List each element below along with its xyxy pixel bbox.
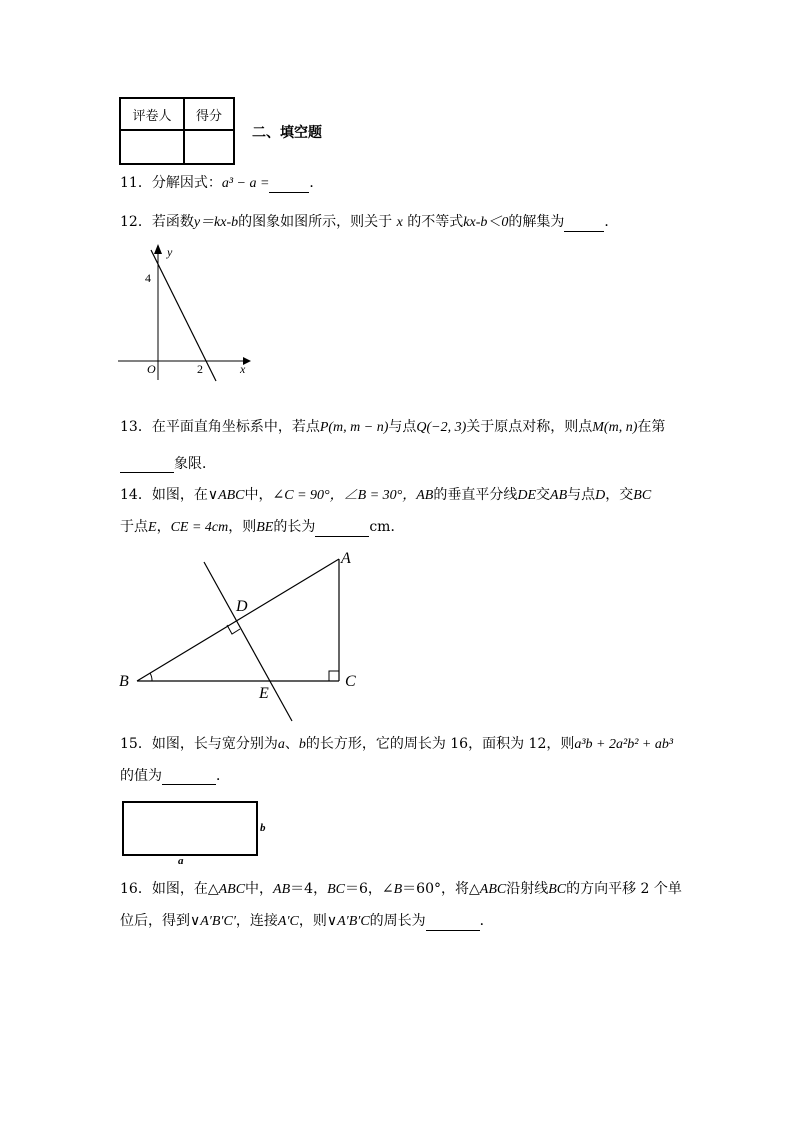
q15-a: a	[277, 737, 285, 752]
q13-text-e: 象限．	[174, 456, 216, 472]
q14-unit: cm．	[369, 519, 405, 535]
q16-text-k: 的周长为	[369, 913, 426, 929]
q14-text-j: 的长为	[273, 519, 316, 535]
q14-angle-c: C = 90°，∠	[284, 488, 358, 503]
q16-text-c: ＝4，	[290, 881, 328, 897]
q13-text-a: 13．在平面直角坐标系中，若点	[120, 419, 320, 435]
score-table-cell-score	[184, 130, 234, 164]
q16-bc2: BC	[548, 882, 567, 897]
q12-answer-blank[interactable]	[564, 217, 604, 232]
q13-text-d: 在第	[637, 419, 666, 435]
q14-text-c: 的垂直平分线	[433, 487, 518, 503]
q15-text-a: 15．如图，长与宽分别为	[120, 736, 278, 752]
q12-period: ．	[604, 214, 619, 230]
section-title: 二、填空题	[252, 125, 322, 141]
label-length-a: a	[178, 855, 184, 867]
label-d: D	[236, 598, 248, 615]
q15-figure	[118, 798, 278, 868]
rectangle	[123, 802, 257, 855]
q14-text-f: ，交	[605, 487, 634, 503]
q14-de: DE	[517, 488, 537, 503]
q16-angle-b: B	[393, 882, 403, 897]
q14-ab2: AB	[550, 488, 568, 503]
q12-mid2: 的不等式	[407, 214, 464, 230]
q15-period: ．	[216, 768, 230, 784]
q16-text-d: ＝6，∠	[344, 881, 394, 897]
q11-answer-blank[interactable]	[269, 178, 309, 193]
q15-b: b	[298, 737, 306, 752]
q16-text-b: 中，	[245, 881, 274, 897]
question-15-line2	[120, 767, 230, 785]
score-table-header-score: 得分	[184, 98, 234, 130]
q14-text-a: 14．如图，在∨	[120, 487, 219, 503]
label-width-b: b	[260, 822, 266, 834]
q14-angle-b: B = 30°，	[357, 488, 417, 503]
question-14-line2	[120, 518, 404, 537]
q15-text-b: 的长方形，它的周长为 16，面积为 12，则	[305, 736, 575, 752]
q14-text-d: 交	[536, 487, 551, 503]
score-table	[119, 97, 235, 165]
q16-period: ．	[479, 913, 494, 929]
q15-answer-blank[interactable]	[162, 770, 216, 785]
q13-text-b: 与点	[388, 419, 417, 435]
q12-y-intercept-label: 4	[145, 271, 151, 285]
q16-abc: ABC	[218, 882, 246, 897]
label-a: A	[341, 550, 351, 567]
question-16-line1	[120, 880, 682, 899]
q12-x-label: x	[240, 362, 246, 376]
q14-figure	[112, 545, 372, 727]
q12-x-intercept-label: 2	[197, 362, 203, 376]
score-table-cell-grader	[120, 130, 184, 164]
q15-sep: 、	[284, 736, 299, 752]
y-axis-arrow-icon	[154, 244, 162, 254]
q14-bc: BC	[633, 488, 652, 503]
angle-b-arc-icon	[150, 673, 152, 681]
q16-text-f: 沿射线	[506, 881, 549, 897]
q12-y-label: y	[167, 245, 173, 259]
q16-abc3: A′B′C′	[200, 914, 236, 929]
q16-text-h: 位后，得到∨	[120, 913, 201, 929]
right-angle-c-icon	[329, 671, 339, 681]
q14-text-i: ，则	[228, 519, 257, 535]
q12-prompt: 12．若函数	[120, 214, 194, 230]
perpendicular-bisector-de	[204, 562, 292, 721]
q13-answer-blank[interactable]	[120, 458, 174, 473]
label-b: B	[119, 673, 129, 690]
question-13-line1	[120, 418, 665, 437]
q12-origin-label: O	[147, 362, 156, 376]
q16-answer-blank[interactable]	[426, 916, 480, 931]
q16-text-e: ＝60°，将△	[402, 881, 480, 897]
q14-ce: CE = 4cm	[170, 520, 229, 535]
question-15-line1	[120, 735, 673, 754]
q12-tail: 的解集为	[508, 214, 565, 230]
question-16-line2	[120, 912, 494, 931]
q13-point-q: Q(−2, 3)	[416, 420, 467, 435]
right-angle-d-icon	[227, 625, 240, 634]
question-14-line1	[120, 486, 651, 505]
q12-mid: 的图象如图所示，则关于	[238, 214, 393, 230]
q12-graph	[110, 240, 260, 385]
q14-d: D	[595, 488, 606, 503]
segment-ab	[137, 559, 339, 681]
q15-expression: a³b + 2a²b² + ab³	[574, 737, 674, 752]
question-13-line2	[120, 455, 216, 473]
label-e: E	[259, 685, 269, 702]
score-table-header-grader: 评卷人	[120, 98, 184, 130]
question-11	[120, 174, 323, 193]
q14-e: E	[148, 520, 157, 535]
q16-ac: A′C	[277, 914, 299, 929]
q16-text-g: 的方向平移 2 个单	[566, 881, 682, 897]
q16-abc4: A′B′C	[337, 914, 370, 929]
q16-ab: AB	[273, 882, 291, 897]
q12-function: y＝kx-b	[193, 215, 239, 230]
q14-text-h: ，	[156, 519, 171, 535]
question-12	[120, 213, 618, 232]
q14-text-g: 于点	[120, 519, 148, 535]
label-c: C	[345, 673, 356, 690]
q15-text-c: 的值为	[120, 768, 162, 784]
q16-text-i: ，连接	[235, 913, 278, 929]
q16-abc2: ABC	[479, 882, 507, 897]
q16-bc: BC	[327, 882, 345, 897]
q11-period: ．	[309, 175, 324, 191]
q14-abc: ABC	[218, 488, 245, 503]
q11-prompt: 11．分解因式：	[120, 175, 222, 191]
q16-text-j: ，则∨	[298, 913, 338, 929]
q14-answer-blank[interactable]	[315, 522, 369, 537]
q14-text-b: 中，∠	[244, 487, 285, 503]
q11-expression: a³ − a =	[221, 176, 270, 191]
q16-text-a: 16．如图，在△	[120, 881, 219, 897]
q13-text-c: 关于原点对称，则点	[466, 419, 593, 435]
q14-ab: AB	[416, 488, 434, 503]
q13-point-m: M(m, n)	[592, 420, 638, 435]
q14-text-e: 与点	[567, 487, 596, 503]
q12-variable: x	[396, 215, 403, 230]
q13-point-p: P(m, m − n)	[319, 420, 389, 435]
q14-be: BE	[256, 520, 274, 535]
q12-inequality: kx-b＜0	[463, 215, 509, 230]
